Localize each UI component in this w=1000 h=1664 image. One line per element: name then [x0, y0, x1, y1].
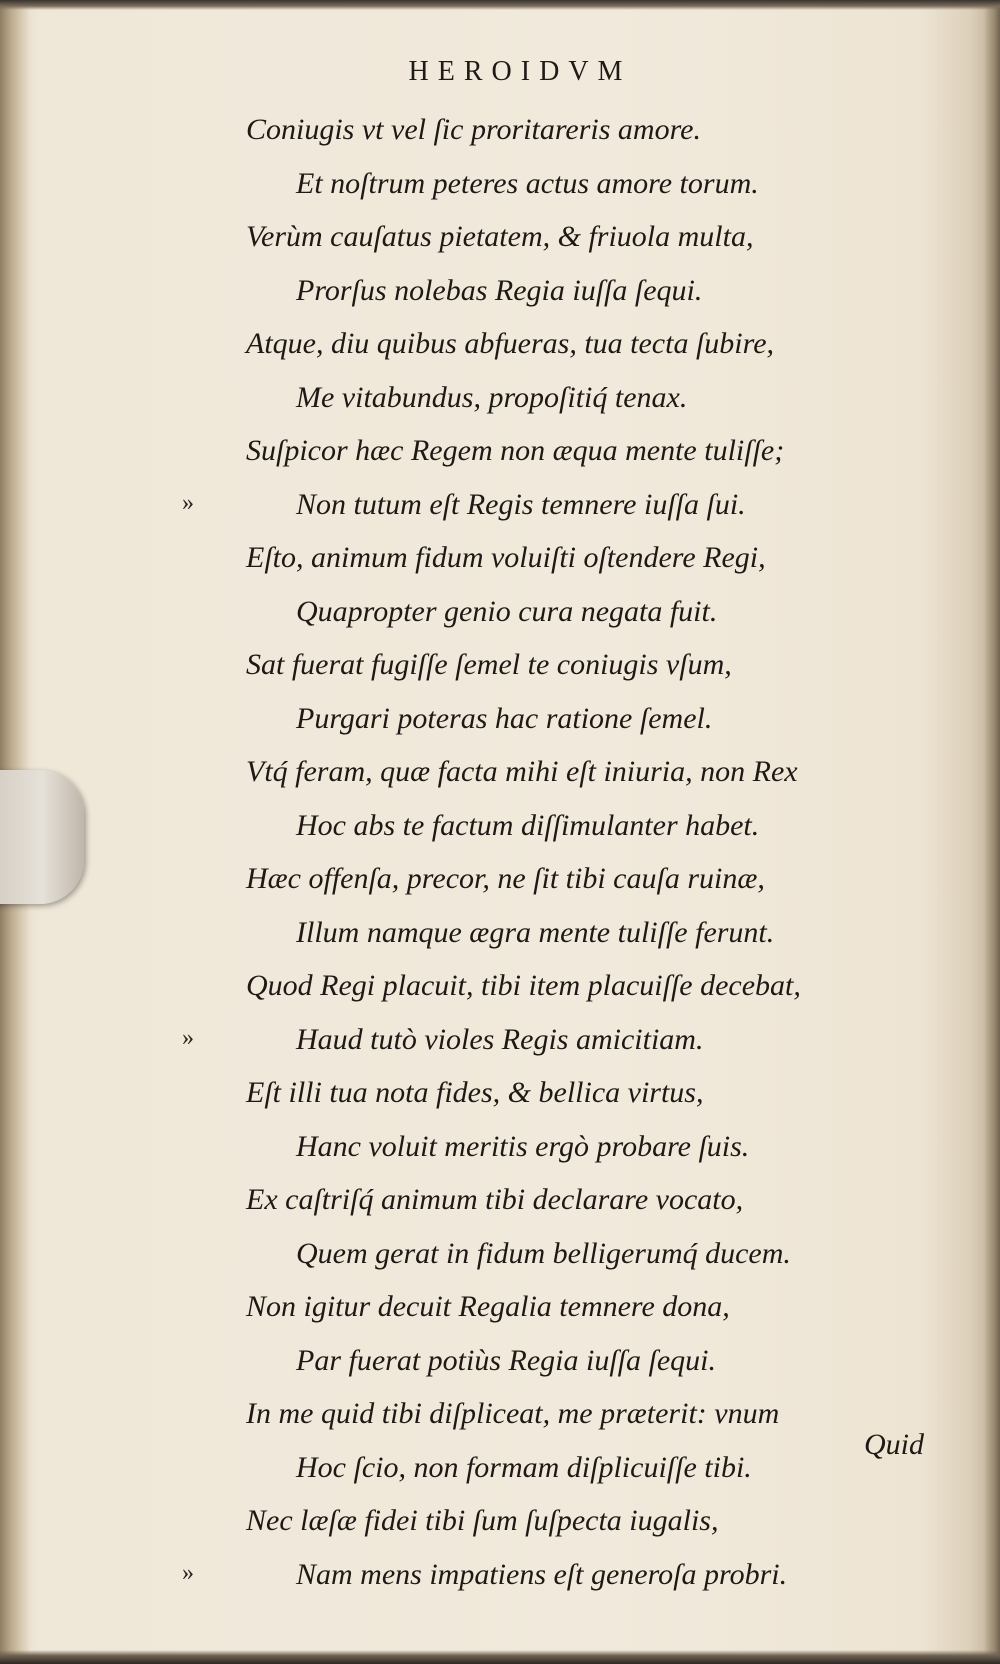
- verse-line: [0, 1550, 1000, 1604]
- verse-line: [0, 373, 1000, 427]
- verse-line: [0, 1336, 1000, 1390]
- verse-text: Sat fuerat fugiſſe ſemel te coniugis vſum,: [246, 648, 732, 681]
- verse-text: Suſpicor hæc Regem non æqua mente tuliſſe;: [246, 434, 785, 467]
- verse-line: [0, 212, 1000, 266]
- verse-line: [0, 1229, 1000, 1283]
- verse-line: [0, 747, 1000, 801]
- verse-text: Et noſtrum peteres actus amore torum.: [296, 166, 759, 200]
- gnomic-mark: »: [182, 1559, 194, 1586]
- verse-line: [0, 801, 1000, 855]
- verse-line: [0, 426, 1000, 480]
- gnomic-mark: »: [182, 489, 194, 516]
- verse-text: Hanc voluit meritis ergò probare ſuis.: [296, 1129, 750, 1163]
- verse-line: [0, 1122, 1000, 1176]
- catchword: Quid: [864, 1428, 924, 1461]
- verse-text: Quem gerat in fidum belligerumq́ ducem.: [296, 1236, 791, 1270]
- verse-text: Quod Regi placuit, tibi item placuiſſe decebat,: [246, 969, 801, 1002]
- verse-line: [0, 1443, 1000, 1497]
- verse-text: In me quid tibi diſpliceat, me præterit: vnum: [246, 1397, 780, 1430]
- verse-text: Non igitur decuit Regalia temnere dona,: [246, 1290, 730, 1323]
- verse-line: [0, 266, 1000, 320]
- verse-text: Atque, diu quibus abfueras, tua tecta ſubire,: [246, 327, 775, 360]
- verse-line: [0, 694, 1000, 748]
- verse-text: Quapropter genio cura negata fuit.: [296, 594, 718, 628]
- verse-line: [0, 159, 1000, 213]
- verse-text: Purgari poteras hac ratione ſemel.: [296, 701, 713, 735]
- verse-text: Illum namque ægra mente tuliſſe ferunt.: [296, 915, 775, 949]
- verse-text: Par fuerat potiùs Regia iuſſa ſequi.: [296, 1343, 716, 1377]
- page-bottom-edge: [0, 1650, 1000, 1664]
- verse-text: Hoc abs te factum diſſimulanter habet.: [296, 808, 760, 842]
- verse-text: Coniugis vt vel ſic proritareris amore.: [246, 113, 701, 146]
- gnomic-mark: »: [182, 1024, 194, 1051]
- running-title: HEROIDVM: [408, 56, 632, 87]
- verse-text: Verùm cauſatus pietatem, & friuola multa,: [246, 220, 754, 253]
- verse-line: [0, 1068, 1000, 1122]
- verse-text: Hæc offenſa, precor, ne ſit tibi cauſa ruinæ,: [246, 862, 765, 895]
- verse-text: Eſt illi tua nota fides, & bellica virtus,: [246, 1076, 704, 1109]
- verse-line: [0, 908, 1000, 962]
- verse-text: Non tutum eſt Regis temnere iuſſa ſui.: [296, 487, 746, 521]
- verse-line: [0, 1389, 1000, 1443]
- verse-text: Ex caſtriſq́ animum tibi declarare vocato,: [246, 1183, 744, 1216]
- verse-text: Haud tutò violes Regis amicitiam.: [296, 1022, 704, 1056]
- page-top-edge: [0, 0, 1000, 10]
- verse-text: Nec læſæ fidei tibi ſum ſuſpecta iugalis,: [246, 1504, 719, 1537]
- verse-line: [0, 480, 1000, 534]
- verse-line: [0, 587, 1000, 641]
- verse-text: Nam mens impatiens eſt generoſa probri.: [296, 1557, 788, 1591]
- running-header: [0, 56, 1000, 88]
- verse-line: [0, 961, 1000, 1015]
- verse-line: [0, 854, 1000, 908]
- verse-line: [0, 1015, 1000, 1069]
- verse-line: [0, 1282, 1000, 1336]
- verse-text: Vtq́ feram, quæ facta mihi eſt iniuria, non Rex: [246, 755, 798, 788]
- verse-block: [0, 105, 1000, 1603]
- verse-line: [0, 1496, 1000, 1550]
- verse-text: Me vitabundus, propoſitiq́ tenax.: [296, 380, 688, 414]
- verse-text: Prorſus nolebas Regia iuſſa ſequi.: [296, 273, 703, 307]
- verse-text: Eſto, animum fidum voluiſti oſtendere Regi,: [246, 541, 766, 574]
- verse-line: [0, 105, 1000, 159]
- verse-line: [0, 533, 1000, 587]
- verse-line: [0, 640, 1000, 694]
- verse-line: [0, 319, 1000, 373]
- verse-line: [0, 1175, 1000, 1229]
- verse-text: Hoc ſcio, non formam diſplicuiſſe tibi.: [296, 1450, 752, 1484]
